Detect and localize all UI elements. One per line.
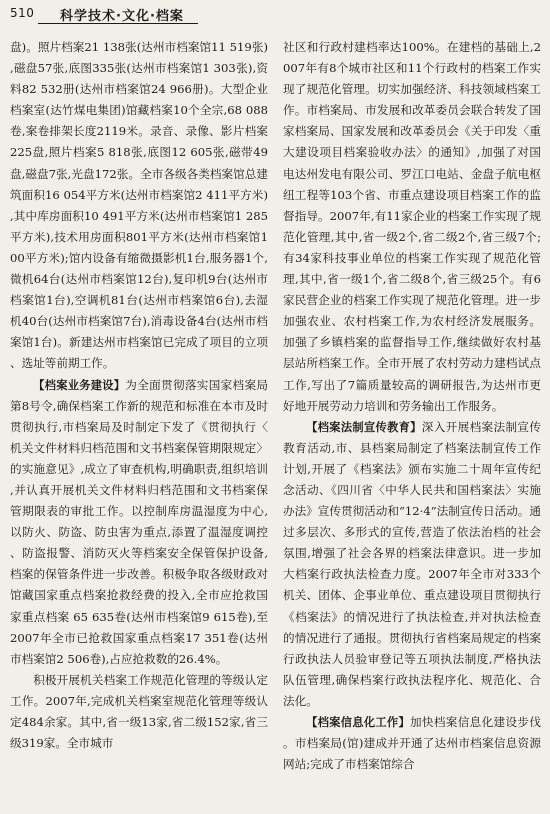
right-column — [283, 37, 541, 775]
paragraph-body: 为全面贯彻落实国家档案局第8号令,确保档案工作新的规范和标准在本市及时贯彻执行,市档案局及时制定下发了《贯彻执行〈机关文件材料归档范围和文书档案保管期限规定〉的实施意见》,成立了审查机构,明确职责,组织培训,并认真开展机关文件材料归档范围和文书档案保管期限表的审批工作。以控制库房温湿度为中心,以防火、防盗、防虫害为重点,添置了温湿度调控、防盗报警、消防灭火等档案安全保管保护设备,档案的保管条件进一步改善。积极争取各级财政对馆藏国家重点档案抢救经费的投入,全市应抢救国家重点档案 65 635卷(达州市档案馆9 615卷),至2007年全市已抢救国家重点档案17 351卷(达州市档案馆2 506卷),占应抢救数的26.4%。 — [10, 377, 268, 666]
section-heading-legal-education: 【档案法制宣传教育】 — [306, 420, 422, 434]
paragraph-legal-education — [283, 417, 541, 712]
paragraph-body: 加快档案信息化建设步伐。市档案局(馆)建成并开通了达州市档案信息资源网站;完成了市档案馆综合 — [283, 715, 541, 772]
running-title: 科学技术·文化·档案 — [60, 9, 184, 24]
header-rule — [38, 23, 198, 24]
paragraph-archive-business — [10, 375, 268, 670]
page-number: 510 — [10, 6, 35, 20]
paragraph-community-archives: 社区和行政村建档率达100%。在建档的基础上,2007年有8个城市社区和11个行政村的档案工作实现了规范化管理。切实加强经济、科技领域档案工作。市档案局、市发展和改革委员会联合转发了国家档案局、国家发展和改革委员会《关于印发〈重大建设项目档案验收办法〉的通知》,加强了对国电达州发电有限公司、罗江口电站、金盘子航电枢纽工程等103个省、市重点建设项目档案工作的监督指导。2007年,有11家企业的档案工作实现了规范化管理,其中,省一级2个,省二级2个,省三级7个;有34家科技事业单位的档案工作实现了规范化管理,其中,省一级1个,省二级8个,省三级25个。有6家民营企业的档案工作实现了规范化管理。进一步加强农业、农村档案工作,为农村经济发展服务。加强了乡镇档案的监督指导工作,继续做好农村基层站所档案工作。全市开展了农村劳动力建档试点工作,写出了7篇质量较高的调研报告,为达州市更好地开展劳动力培训和劳务输出工作服务。 — [283, 40, 541, 413]
left-column — [10, 37, 268, 754]
paragraph-standardization: 积极开展机关档案工作规范化管理的等级认定工作。2007年,完成机关档案室规范化管理等级认定484余家。其中,省一级13家,省二级152家,省三级319家。全市城市 — [10, 672, 268, 751]
paragraph-archive-holdings: 盘)。照片档案21 138张(达州市档案馆11 519张),磁盘57张,底图335张(达州市档案馆1 303张),资料82 532册(达州市档案馆24 966册)。大型企业档案室(达竹煤电集团)馆藏档案10个全宗,68 088卷,案卷排架长度2119米。录音、录像、影片档案225盘,照片档案5 818张,底图12 605张,磁带49盘,磁盘7张,光盘172张。全市各级各类档案馆总建筑面积16 054平方米(达州市档案馆2 411平方米),其中库房面积10 491平方米(达州市档案馆1 285平方米),技术用房面积801平方米(达州市档案馆100平方米);馆内设备有缩微摄影机1台,服务器1个,微机64台(达州市档案馆12台),复印机9台(达州市档案馆1台),空调机81台(达州市档案馆6台),去湿机40台(达州市档案馆7台),消毒设备4台(达州市档案馆1台)。新建达州市档案馆已完成了项目的立项、选址等前期工作。 — [10, 40, 268, 371]
page-header — [8, 4, 542, 26]
section-heading-informatization: 【档案信息化工作】 — [306, 716, 410, 729]
paragraph-body: 深入开展档案法制宣传教育活动,市、县档案局制定了档案法制宣传工作计划,开展了《档案法》颁布实施二十周年宣传纪念活动、《四川省〈中华人民共和国档案法〉实施办法》宣传贯彻活动和“12·4”法制宣传日活动。通过多层次、多形式的宣传,营造了依法治档的社会氛围,增强了社会各界的档案法律意识。进一步加大档案行政执法检查力度。2007年全市对333个机关、团体、企事业单位、重点建设项目贯彻执行《档案法》的情况进行了执法检查,并对执法检查的情况进行了通报。贯彻执行省档案局规定的档案行政执法人员验审登记等五项执法制度,严格执法队伍管理,确保档案行政执法程序化、规范化、合法化。 — [283, 419, 541, 708]
section-heading-archive-business: 【档案业务建设】 — [33, 378, 126, 392]
paragraph-informatization — [283, 712, 541, 775]
